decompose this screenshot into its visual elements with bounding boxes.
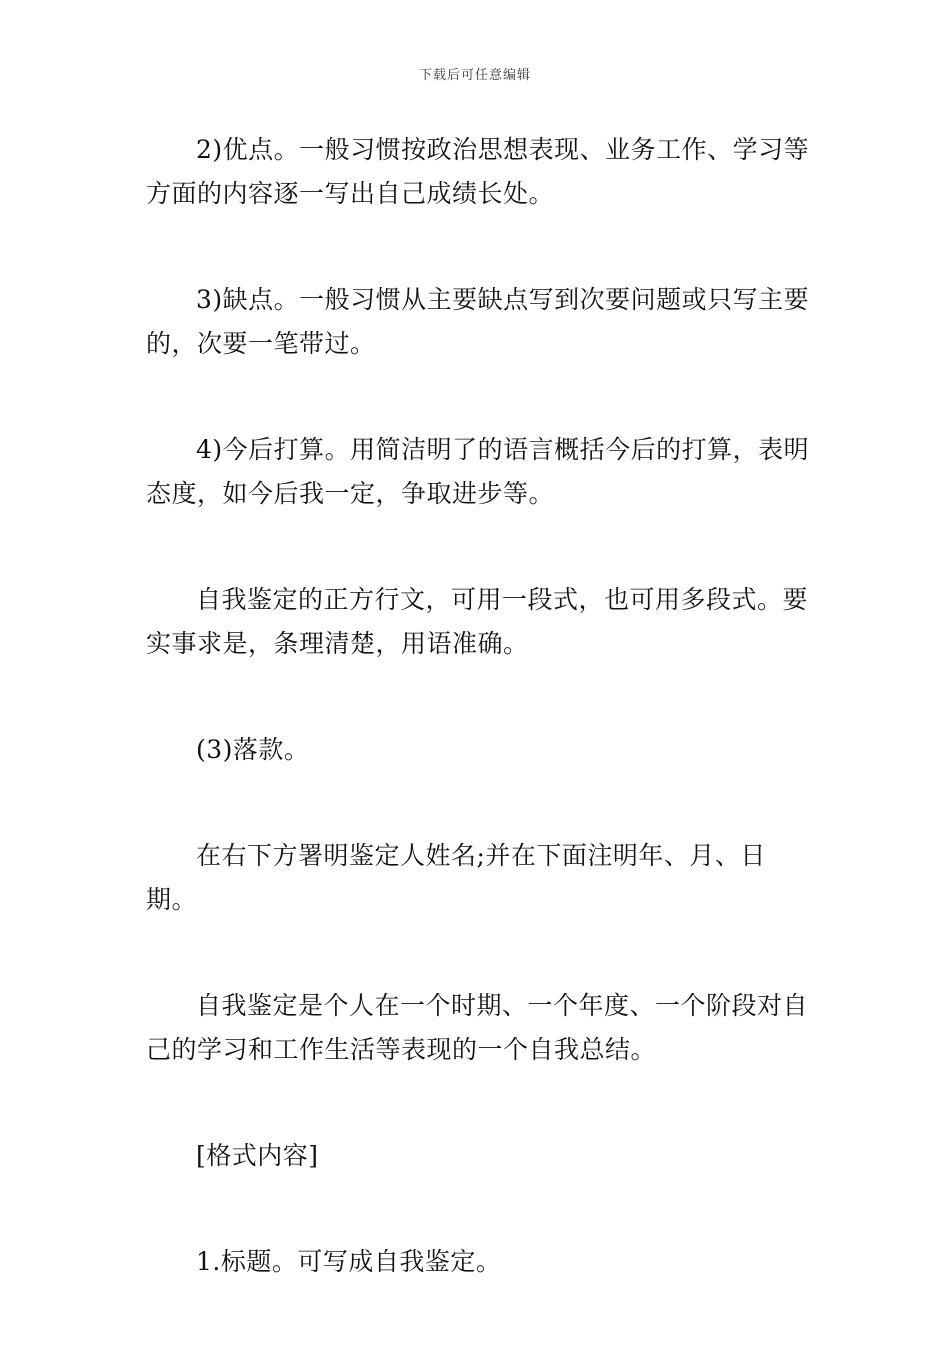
paragraph-signature-heading: (3)落款。 xyxy=(196,735,310,764)
paragraph-body-format: 自我鉴定的正方行文，可用一段式，也可用多段式。要实事求是，条理清楚，用语准确。 xyxy=(146,585,809,658)
paragraph-advantages: 2)优点。一般习惯按政治思想表现、业务工作、学习等方面的内容逐一写出自己成绩长处。 xyxy=(146,135,810,208)
paragraph-format-content: [格式内容] xyxy=(196,1141,319,1170)
paragraph-shortcomings: 3)缺点。一般习惯从主要缺点写到次要问题或只写主要的，次要一笔带过。 xyxy=(146,285,810,358)
page-header: 下载后可任意编辑 xyxy=(418,68,531,83)
paragraph-signature-detail: 在右下方署明鉴定人姓名;并在下面注明年、月、日期。 xyxy=(146,841,766,914)
document-body xyxy=(146,128,810,1346)
paragraph-definition: 自我鉴定是个人在一个时期、一个年度、一个阶段对自己的学习和工作生活等表现的一个自我总结。 xyxy=(146,991,809,1064)
paragraph-title-item: 1.标题。可写成自我鉴定。 xyxy=(196,1247,502,1276)
paragraph-future-plans: 4)今后打算。用简洁明了的语言概括今后的打算，表明态度，如今后我一定，争取进步等。 xyxy=(146,435,810,508)
